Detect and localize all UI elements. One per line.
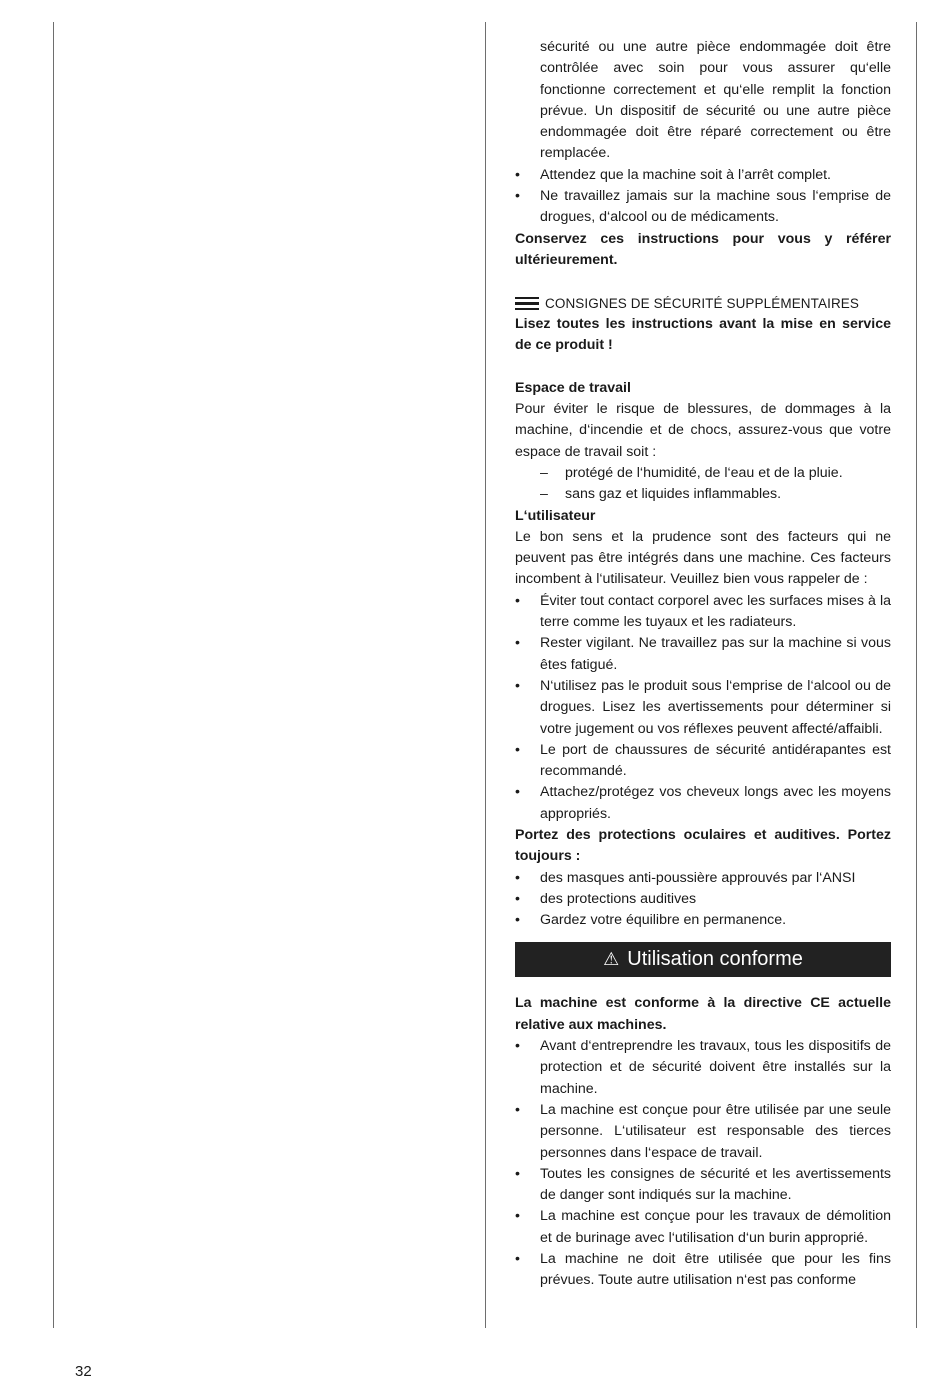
bullet-mark: • <box>515 1038 520 1055</box>
warning-triangle-icon: ⚠ <box>603 949 620 970</box>
list-item: • Gardez votre équilibre en permanence. <box>515 910 891 931</box>
list-item: – protégé de l‘humidité, de l‘eau et de la pluie. <box>515 463 891 484</box>
workspace-intro: Pour éviter le risque de blessures, de dommages à la machine, d‘incendie et de chocs, assurez-vous que votre espace de travail soit : <box>515 401 891 460</box>
list-item: • Attachez/protégez vos cheveux longs avec les moyens appropriés. <box>515 784 891 822</box>
bullet-mark: • <box>515 869 520 886</box>
list-item: • La machine ne doit être utilisée que pour les fins prévues. Toute autre utilisation n‘est pas conforme <box>515 1251 891 1289</box>
list-item: • des masques anti-poussière approuvés par l‘ANSI <box>515 868 891 889</box>
list-item: • N‘utilisez pas le produit sous l‘emprise de l‘alcool ou de drogues. Lisez les avertissements pour déterminer si votre jugement ou vos réflexes peuvent affecté/affaibli. <box>515 677 891 737</box>
list-item: • Toutes les consignes de sécurité et les avertissements de danger sont indiqués sur la machine. <box>515 1165 891 1204</box>
list-item: • Ne travaillez jamais sur la machine sous l‘emprise de drogues, d‘alcool ou de médicaments. <box>515 188 891 226</box>
bullet-mark: • <box>515 741 520 758</box>
bullet-mark: • <box>515 635 520 652</box>
extra-safety-heading: CONSIGNES DE SÉCURITÉ SUPPLÉMENTAIRES <box>515 293 891 314</box>
list-lines-icon <box>515 296 539 311</box>
dash-mark: – <box>540 464 548 481</box>
bullet-mark: • <box>515 188 520 205</box>
dash-mark: – <box>540 486 548 503</box>
center-column-rule <box>485 22 486 1328</box>
keep-instructions-notice: Conservez ces instructions pour vous y référer ultérieurement. <box>515 230 891 268</box>
list-item: • La machine est conçue pour les travaux de démolition et de burinage avec l‘utilisation d‘un burin approprié. <box>515 1208 891 1246</box>
user-intro: Le bon sens et la prudence sont des facteurs qui ne peuvent pas être intégrés dans une machine. Ces facteurs incombent à l‘utilisateur. Veuillez bien vous rappeler de : <box>515 528 891 588</box>
bullet-mark: • <box>515 890 520 907</box>
list-item: • Le port de chaussures de sécurité antidérapantes est recommandé. <box>515 741 891 780</box>
list-item: • Rester vigilant. Ne travaillez pas sur la machine si vous êtes fatigué. <box>515 635 891 673</box>
workspace-heading: Espace de travail <box>515 379 631 396</box>
bullet-mark: • <box>515 1251 520 1268</box>
bullet-mark: • <box>515 677 520 694</box>
continuation-paragraph: sécurité ou une autre pièce endommagée doit être contrôlée avec soin pour vous assurer qu‘elle fonctionne correctement et qu‘elle remplit la fonction prévue. Un dispositif de sécurité ou une autre pièce endommagée doit être réparé correctement ou être remplacée. <box>540 39 891 162</box>
bullet-mark: • <box>515 1165 520 1182</box>
list-item: • Avant d‘entreprendre les travaux, tous les dispositifs de protection et de sécurité doivent être installés sur la machine. <box>515 1038 891 1097</box>
list-item: – sans gaz et liquides inflammables. <box>515 484 891 505</box>
usage-intro: La machine est conforme à la directive CE actuelle relative aux machines. <box>515 995 891 1033</box>
read-all-instructions: Lisez toutes les instructions avant la mise en service de ce produit ! <box>515 315 891 354</box>
left-margin-rule <box>53 22 54 1328</box>
list-item: • des protections auditives <box>515 889 891 910</box>
bullet-mark: • <box>515 912 520 929</box>
list-item: • Éviter tout contact corporel avec les surfaces mises à la terre comme les tuyaux et les radiateurs. <box>515 592 891 631</box>
usage-section-title: Utilisation conforme <box>627 948 803 971</box>
list-item: • Attendez que la machine soit à l’arrêt complet. <box>515 165 891 186</box>
list-item: • La machine est conçue pour être utilisée par une seule personne. L‘utilisateur est responsable des tierces personnes dans l‘espace de travail. <box>515 1101 891 1161</box>
bullet-mark: • <box>515 784 520 801</box>
right-margin-rule <box>916 22 917 1328</box>
bullet-mark: • <box>515 1101 520 1118</box>
right-text-column <box>515 37 891 1292</box>
bullet-mark: • <box>515 1208 520 1225</box>
bullet-mark: • <box>515 592 520 609</box>
page-number: 32 <box>75 1363 92 1380</box>
bullet-mark: • <box>515 166 520 183</box>
user-heading: L‘utilisateur <box>515 507 596 524</box>
protection-heading: Portez des protections oculaires et auditives. Portez toujours : <box>515 826 891 865</box>
usage-section-banner <box>515 942 891 977</box>
